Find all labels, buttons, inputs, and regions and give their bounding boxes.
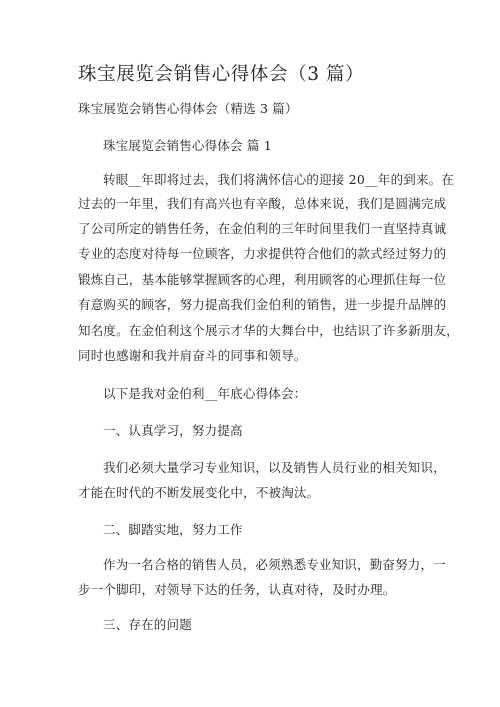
paragraph-line: 过去的一年里，我们有高兴也有辛酸，总体来说，我们是圆满完成 [78, 196, 447, 211]
paragraph-line: 锻炼自己，基本能够掌握顾客的心理，利用顾客的心理抓住每一位 [78, 272, 447, 287]
paragraph-line: 专业的态度对待每一位顾客，力求提供符合他们的款式经过努力的 [78, 246, 447, 261]
document-title: 珠宝展览会销售心得体会（3 篇） [78, 64, 365, 85]
section-heading: 珠宝展览会销售心得体会 篇 1 [103, 138, 272, 153]
heading-1: 一、认真学习，努力提高 [103, 423, 243, 438]
paragraph-line: 转眼__年即将过去，我们将满怀信心的迎接 20__年的到来。在 [103, 172, 455, 187]
paragraph-line: 才能在时代的不断发展变化中，不被淘汰。 [78, 485, 320, 500]
document-subtitle: 珠宝展览会销售心得体会（精选 3 篇） [78, 101, 298, 116]
paragraph-line: 我们必须大量学习专业知识，以及销售人员行业的相关知识， [103, 460, 446, 475]
heading-3: 三、存在的问题 [103, 617, 192, 632]
paragraph-line: 知名度。在金伯利这个展示才华的大舞台中，也结识了许多新朋友， [78, 323, 460, 338]
paragraph-line: 有意购买的顾客，努力提高我们金伯利的销售，进一步提升品牌的 [78, 297, 447, 312]
paragraph-line: 同时也感谢和我并肩奋斗的同事和领导。 [78, 348, 307, 363]
paragraph-line: 步一个脚印，对领导下达的任务，认真对待，及时办理。 [78, 582, 396, 597]
paragraph-line: 作为一名合格的销售人员，必须熟悉专业知识，勤奋努力，一 [103, 557, 446, 572]
paragraph-line: 了公司所定的销售任务，在金伯利的三年时间里我们一直坚持真诚 [78, 221, 447, 236]
heading-2: 二、脚踏实地，努力工作 [103, 522, 243, 537]
intro-line: 以下是我对金伯利__年底心得体会： [103, 386, 307, 401]
